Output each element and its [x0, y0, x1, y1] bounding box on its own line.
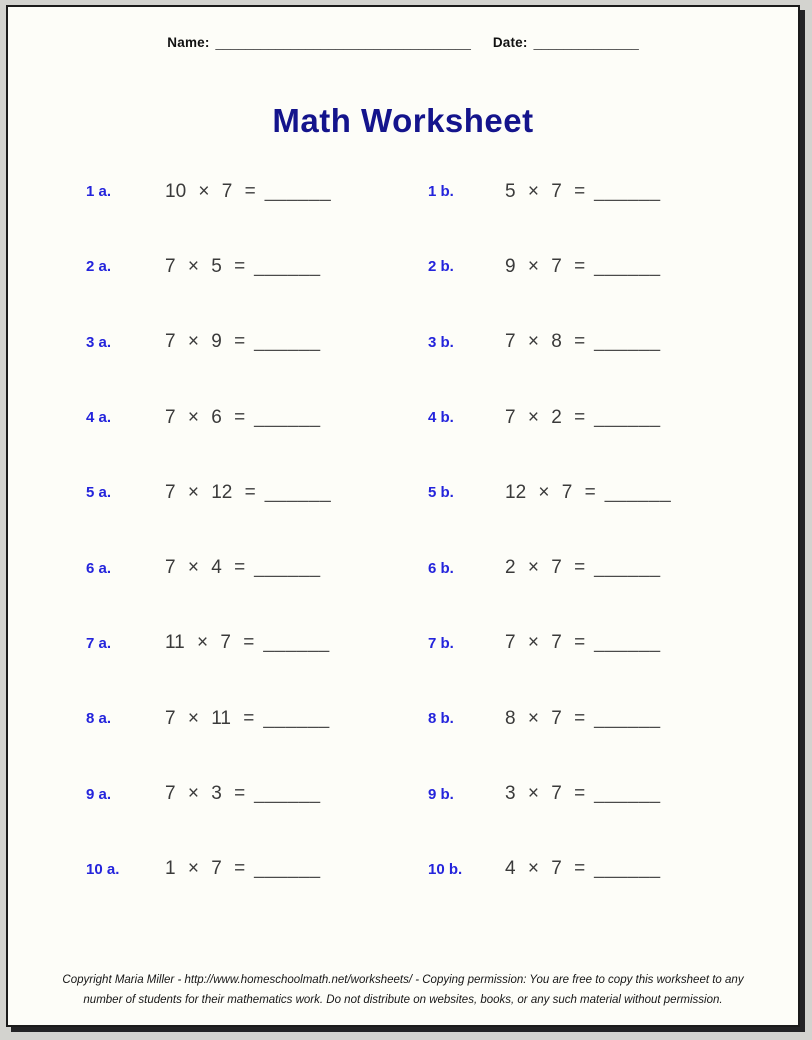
problem-label: 6 a. — [86, 559, 112, 577]
problem-number-6b — [428, 530, 505, 605]
answer-blank: ______ — [594, 707, 661, 729]
copyright-line-2: number of students for their mathematics work. Do not distribute on websites, books, or any such material without permission. — [83, 994, 723, 1007]
problem-9a — [165, 756, 428, 831]
problem-number-10b — [428, 832, 505, 907]
problem-expression: 4 × 7 = — [505, 858, 586, 880]
copyright-footer — [8, 970, 798, 1011]
problem-9b — [505, 756, 798, 831]
problem-number-1b — [428, 154, 505, 229]
problem-8b — [505, 681, 798, 756]
problem-label: 6 b. — [428, 559, 454, 577]
problem-10b — [505, 832, 798, 907]
problem-5a — [165, 455, 428, 530]
problem-number-6a — [86, 530, 165, 605]
problem-1b — [505, 154, 798, 229]
answer-blank: ______ — [263, 632, 330, 654]
problem-label: 9 b. — [428, 785, 454, 803]
copyright-line-1: Copyright Maria Miller - http://www.homeschoolmath.net/worksheets/ - Copying permission: You are free to copy this worksheet to any — [62, 973, 744, 986]
problem-number-3a — [86, 305, 165, 380]
problem-expression: 3 × 7 = — [505, 783, 586, 805]
problem-expression: 7 × 7 = — [505, 632, 586, 654]
problem-label: 7 b. — [428, 634, 454, 652]
problem-number-9a — [86, 756, 165, 831]
worksheet-page — [6, 5, 800, 1027]
problem-number-9b — [428, 756, 505, 831]
problem-label: 1 a. — [86, 183, 112, 201]
problem-3b — [505, 305, 798, 380]
name-label: Name: — [167, 35, 210, 50]
problem-label: 4 b. — [428, 409, 454, 427]
problem-number-3b — [428, 305, 505, 380]
answer-blank: ______ — [594, 255, 661, 277]
problem-number-7a — [86, 606, 165, 681]
problem-6a — [165, 530, 428, 605]
problem-expression: 7 × 12 = — [165, 481, 256, 503]
problem-10a — [165, 832, 428, 907]
answer-blank: ______ — [594, 557, 661, 579]
problem-expression: 7 × 3 = — [165, 783, 246, 805]
problem-number-4b — [428, 380, 505, 455]
answer-blank: ______ — [254, 783, 321, 805]
problem-5b — [505, 455, 798, 530]
problem-expression: 7 × 11 = — [165, 707, 255, 729]
problem-label: 2 b. — [428, 258, 454, 276]
answer-blank: ______ — [254, 858, 321, 880]
problem-label: 8 b. — [428, 710, 454, 728]
problem-8a — [165, 681, 428, 756]
problem-expression: 8 × 7 = — [505, 707, 586, 729]
problem-expression: 7 × 6 = — [165, 406, 246, 428]
problem-number-5a — [86, 455, 165, 530]
problem-4a — [165, 380, 428, 455]
problem-6b — [505, 530, 798, 605]
problem-number-7b — [428, 606, 505, 681]
problem-4b — [505, 380, 798, 455]
problem-label: 5 a. — [86, 484, 112, 502]
answer-blank: ______ — [594, 632, 661, 654]
name-blank-line: __________________________________ — [215, 35, 471, 50]
answer-blank: ______ — [594, 783, 661, 805]
answer-blank: ______ — [594, 180, 661, 202]
problem-number-8a — [86, 681, 165, 756]
problem-7b — [505, 606, 798, 681]
answer-blank: ______ — [254, 557, 321, 579]
problem-number-1a — [86, 154, 165, 229]
problem-label: 3 a. — [86, 333, 112, 351]
answer-blank: ______ — [254, 331, 321, 353]
problem-label: 3 b. — [428, 333, 454, 351]
problem-expression: 12 × 7 = — [505, 481, 596, 503]
problem-label: 8 a. — [86, 710, 112, 728]
problem-expression: 7 × 5 = — [165, 255, 246, 277]
problem-label: 1 b. — [428, 183, 454, 201]
problem-number-10a — [86, 832, 165, 907]
date-label: Date: — [492, 35, 528, 50]
problem-number-5b — [428, 455, 505, 530]
problem-label: 7 a. — [86, 634, 112, 652]
answer-blank: ______ — [594, 858, 661, 880]
problem-number-2b — [428, 229, 505, 304]
problem-label: 10 a. — [86, 860, 120, 878]
problem-number-8b — [428, 681, 505, 756]
problem-number-2a — [86, 229, 165, 304]
problem-1a — [165, 154, 428, 229]
problem-3a — [165, 305, 428, 380]
answer-blank: ______ — [594, 331, 661, 353]
problem-expression: 2 × 7 = — [505, 557, 586, 579]
answer-blank: ______ — [594, 406, 661, 428]
answer-blank: ______ — [604, 481, 672, 503]
problem-label: 10 b. — [428, 860, 463, 878]
problem-7a — [165, 606, 428, 681]
answer-blank: ______ — [264, 481, 332, 503]
problem-expression: 7 × 8 = — [505, 331, 586, 353]
date-blank-line: ______________ — [533, 35, 639, 50]
problem-expression: 11 × 7 = — [165, 632, 255, 654]
problem-expression: 9 × 7 = — [505, 255, 586, 277]
problem-expression: 5 × 7 = — [505, 180, 586, 202]
answer-blank: ______ — [254, 255, 321, 277]
problem-label: 4 a. — [86, 409, 112, 427]
problem-label: 5 b. — [428, 484, 454, 502]
page-title: Math Worksheet — [272, 102, 534, 139]
problem-2b — [505, 229, 798, 304]
problem-label: 9 a. — [86, 785, 112, 803]
answer-blank: ______ — [254, 406, 321, 428]
problem-number-4a — [86, 380, 165, 455]
problem-expression: 7 × 2 = — [505, 406, 586, 428]
answer-blank: ______ — [263, 707, 330, 729]
problem-expression: 10 × 7 = — [165, 180, 256, 202]
problem-expression: 7 × 9 = — [165, 331, 246, 353]
problem-expression: 1 × 7 = — [165, 858, 246, 880]
worksheet-header — [8, 35, 798, 50]
problem-expression: 7 × 4 = — [165, 557, 246, 579]
problem-2a — [165, 229, 428, 304]
answer-blank: ______ — [264, 180, 332, 202]
problems-grid — [8, 154, 798, 907]
problem-label: 2 a. — [86, 258, 112, 276]
